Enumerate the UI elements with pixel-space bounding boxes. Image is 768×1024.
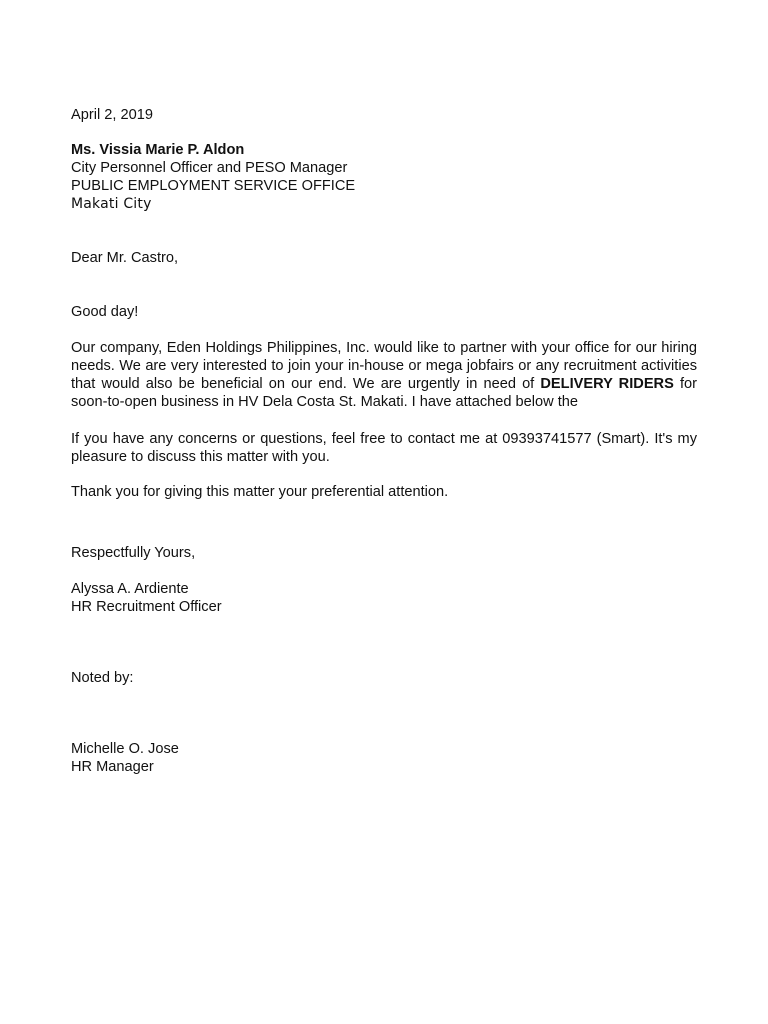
recipient-office: PUBLIC EMPLOYMENT SERVICE OFFICE	[71, 178, 356, 194]
noted-label: Noted by:	[71, 670, 134, 686]
salutation-text: Dear Mr. Castro,	[71, 250, 179, 266]
closing-text: Respectfully Yours,	[71, 545, 196, 561]
letter-date	[71, 106, 697, 124]
recipient-name: Ms. Vissia Marie P. Aldon	[71, 142, 245, 158]
salutation	[71, 249, 697, 267]
noted-by	[71, 669, 697, 687]
body-paragraph-1	[71, 339, 697, 411]
sender-name: Alyssa A. Ardiente	[71, 581, 189, 597]
recipient-title: City Personnel Officer and PESO Manager	[71, 160, 348, 176]
recipient-block	[71, 141, 697, 213]
date-text: April 2, 2019	[71, 107, 153, 123]
body-paragraph-3: Thank you for giving this matter your preferential attention.	[71, 484, 449, 500]
approver-signature-block	[71, 740, 697, 776]
greeting	[71, 303, 697, 321]
approver-name: Michelle O. Jose	[71, 741, 179, 757]
sender-title: HR Recruitment Officer	[71, 599, 222, 615]
sender-signature-block	[71, 580, 697, 616]
letter-page	[71, 106, 697, 776]
paragraph-1-emphasis: DELIVERY RIDERS	[540, 376, 674, 392]
recipient-city: Makati City	[71, 196, 152, 212]
greeting-text: Good day!	[71, 304, 139, 320]
paragraph-1-tail: for soon-to-open business in HV Dela Costa St. Makati. I have attached below the	[71, 376, 697, 410]
paragraph-1-text: Our company, Eden Holdings Philippines, Inc. would like to partner with your office for our hiring needs. We are very interested to join your in-house or mega jobfairs or any recruitment activities that would also be beneficial on our end. We are urgently in need of	[71, 340, 697, 392]
closing	[71, 544, 697, 562]
body-paragraph-2: If you have any concerns or questions, feel free to contact me at 09393741577 (Smart). It's my pleasure to discuss this matter with you.	[71, 431, 697, 465]
approver-title: HR Manager	[71, 759, 154, 775]
